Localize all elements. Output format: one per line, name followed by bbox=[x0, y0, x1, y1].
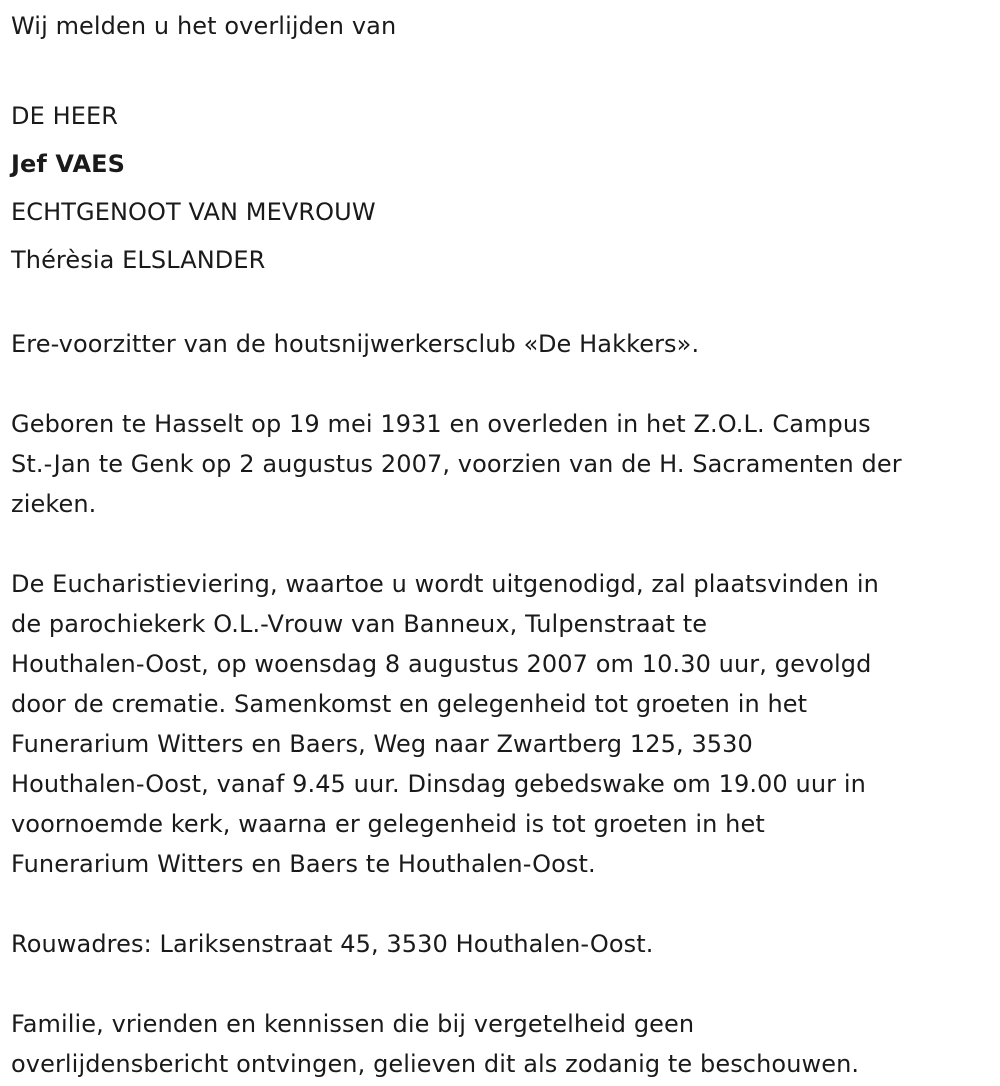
deceased-name: Jef VAES bbox=[11, 150, 126, 178]
ceremony-paragraph bbox=[11, 564, 986, 884]
deceased-header bbox=[11, 92, 986, 284]
birth-death-paragraph bbox=[11, 404, 986, 524]
closing-paragraph bbox=[11, 1004, 986, 1084]
paragraph-line: Familie, vrienden en kennissen die bij vergetelheid geen bbox=[11, 1010, 695, 1038]
intro-text: Wij melden u het overlijden van bbox=[11, 12, 397, 40]
paragraph-line: door de crematie. Samenkomst en gelegenheid tot groeten in het bbox=[11, 690, 808, 718]
spacer bbox=[11, 884, 986, 924]
spacer bbox=[11, 964, 986, 1004]
honorary-text: Ere-voorzitter van de houtsnijwerkersclub «De Hakkers». bbox=[11, 330, 700, 358]
spacer bbox=[11, 284, 986, 324]
paragraph-line: Houthalen-Oost, vanaf 9.45 uur. Dinsdag gebedswake om 19.00 uur in bbox=[11, 770, 866, 798]
paragraph-line: Funerarium Witters en Baers te Houthalen-Oost. bbox=[11, 850, 596, 878]
paragraph-line: de parochiekerk O.L.-Vrouw van Banneux, Tulpenstraat te bbox=[11, 610, 708, 638]
paragraph-line: De Eucharistieviering, waartoe u wordt uitgenodigd, zal plaatsvinden in bbox=[11, 570, 879, 598]
paragraph-line: zieken. bbox=[11, 490, 97, 518]
spouse-name: Thérèsia ELSLANDER bbox=[11, 246, 266, 274]
death-notice bbox=[11, 8, 986, 1084]
spacer bbox=[11, 364, 986, 404]
spacer bbox=[11, 44, 986, 92]
paragraph-line: St.-Jan te Genk op 2 augustus 2007, voorzien van de H. Sacramenten der bbox=[11, 450, 902, 478]
title-line: DE HEER bbox=[11, 102, 119, 130]
paragraph-line: voornoemde kerk, waarna er gelegenheid is tot groeten in het bbox=[11, 810, 765, 838]
paragraph-line: overlijdensbericht ontvingen, gelieven dit als zodanig te beschouwen. bbox=[11, 1050, 860, 1078]
spacer bbox=[11, 524, 986, 564]
paragraph-line: Houthalen-Oost, op woensdag 8 augustus 2007 om 10.30 uur, gevolgd bbox=[11, 650, 872, 678]
paragraph-line: Geboren te Hasselt op 19 mei 1931 en overleden in het Z.O.L. Campus bbox=[11, 410, 871, 438]
paragraph-line: Funerarium Witters en Baers, Weg naar Zwartberg 125, 3530 bbox=[11, 730, 753, 758]
spouse-title: ECHTGENOOT VAN MEVROUW bbox=[11, 198, 376, 226]
mourning-address: Rouwadres: Lariksenstraat 45, 3530 Houthalen-Oost. bbox=[11, 930, 654, 958]
